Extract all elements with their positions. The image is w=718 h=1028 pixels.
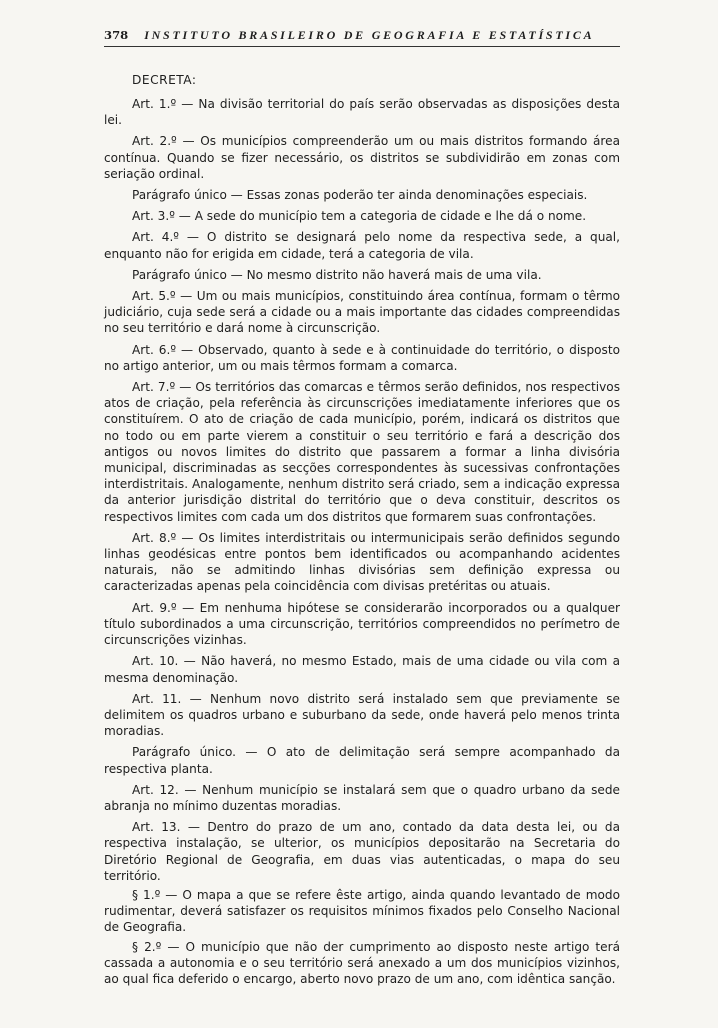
- article-7: Art. 7.º — Os territórios das comarcas e têrmos serão definidos, nos respectivos atos de criação, pela referência às circunscrições imediatamente inferiores que os constituírem. O ato de criação de cada município, porém, indicará os distritos que no todo ou em parte vierem a constituir o seu território e fará a descrição dos antigos ou novos limites do distrito que passarem a formar a linha divisória municipal, discriminadas as secções correspondentes às sucessivas confrontações interdistritais. Analogamente, nenhum distrito será criado, sem a indicação expressa da anterior jurisdição distrital do território que o deva constituir, descritos os respectivos limites com cada um dos distritos que formarem suas confrontações.: [104, 380, 620, 524]
- article-3: Art. 3.º — A sede do município tem a categoria de cidade e lhe dá o nome.: [132, 209, 587, 224]
- body-text: [104, 96, 620, 987]
- article-10: Art. 10. — Não haverá, no mesmo Estado, mais de uma cidade ou vila com a mesma denominação.: [104, 654, 620, 685]
- running-head: INSTITUTO BRASILEIRO DE GEOGRAFIA E ESTATÍSTICA: [144, 28, 595, 42]
- page-number: 378: [104, 28, 129, 42]
- article-2: Art. 2.º — Os municípios compreenderão um ou mais distritos formando área contínua. Quando se fizer necessário, os distritos se subdividirão em zonas com seriação ordinal.: [104, 134, 620, 181]
- article-8: Art. 8.º — Os limites interdistritais ou intermunicipais serão definidos segundo linhas geodésicas entre pontos bem identificados ou acompanhando acidentes naturais, não se admitindo linhas divisórias sem definição expressa ou caracterizadas apenas pela coincidência com divisas pretéritas ou atuais.: [104, 530, 620, 594]
- article-13-section-2: § 2.º — O município que não der cumprimento ao disposto neste artigo terá cassada a autonomia e o seu território será anexado a um dos municípios vizinhos, ao qual fica deferido o encargo, aberto novo prazo de um ano, com idêntica sanção.: [104, 939, 620, 986]
- decreta-heading: DECRETA:: [132, 73, 197, 87]
- article-11-paragraph: Parágrafo único. — O ato de delimitação será sempre acompanhado da respectiva planta.: [104, 745, 620, 776]
- article-12: Art. 12. — Nenhum município se instalará sem que o quadro urbano da sede abranja no mínimo duzentas moradias.: [104, 782, 620, 813]
- article-13-section-1: § 1.º — O mapa a que se refere êste artigo, ainda quando levantado de modo rudimentar, deverá satisfazer os requisitos mínimos fixados pelo Conselho Nacional de Geografia.: [104, 887, 620, 935]
- article-4-paragraph: Parágrafo único — No mesmo distrito não haverá mais de uma vila.: [132, 267, 542, 282]
- article-6: Art. 6.º — Observado, quanto à sede e à continuidade do território, o disposto no artigo anterior, um ou mais têrmos formam a comarca.: [104, 342, 620, 373]
- article-13: Art. 13. — Dentro do prazo de um ano, contado da data desta lei, ou da respectiva instalação, se ulterior, os municípios depositarão na Secretaria do Diretório Regional de Geografia, em duas vias autenticadas, o mapa do seu território.: [104, 820, 620, 883]
- article-4: Art. 4.º — O distrito se designará pelo nome da respectiva sede, a qual, enquanto não for erigida em cidade, terá a categoria de vila.: [104, 230, 620, 261]
- article-1: Art. 1.º — Na divisão territorial do país serão observadas as disposições desta lei.: [104, 97, 620, 128]
- page-header: [104, 28, 620, 47]
- article-5: Art. 5.º — Um ou mais municípios, constituindo área contínua, formam o têrmo judiciário, cuja sede será a cidade ou a mais importante das cidades compreendidas no seu território e dará nome à circunscrição.: [104, 289, 620, 336]
- article-2-paragraph: Parágrafo único — Essas zonas poderão ter ainda denominações especiais.: [132, 188, 588, 203]
- article-11: Art. 11. — Nenhum novo distrito será instalado sem que previamente se delimitem os quadros urbano e suburbano da sede, onde haverá pelo menos trinta moradias.: [104, 691, 620, 739]
- article-9: Art. 9.º — Em nenhuma hipótese se considerarão incorporados ou a qualquer título subordinados a uma circunscrição, territórios compreendidos no perímetro de circunscrições vizinhas.: [104, 600, 620, 648]
